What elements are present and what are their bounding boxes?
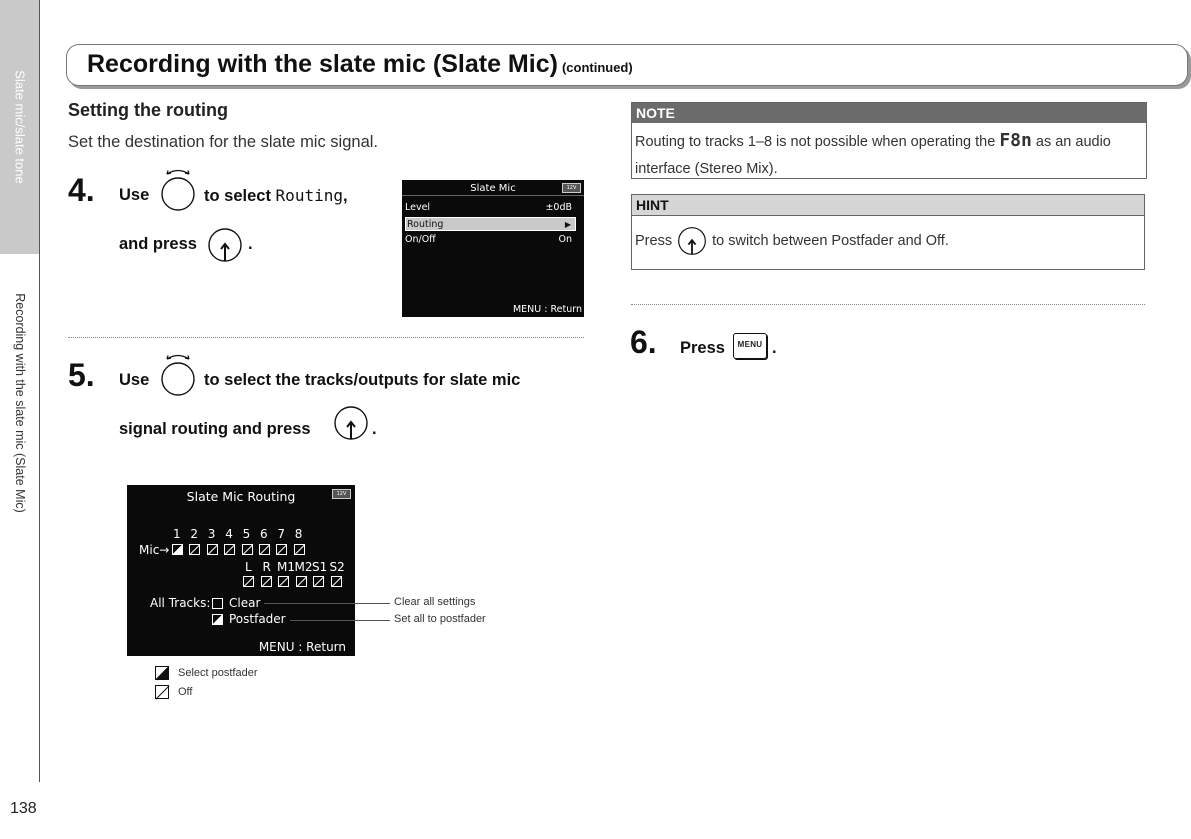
- track-checkbox: [294, 544, 305, 555]
- lcd-footer: MENU : Return: [512, 304, 582, 315]
- step-4-select-text: [204, 186, 348, 206]
- legend-off-label: Off: [178, 686, 193, 698]
- page-title-suffix: (continued): [561, 60, 633, 75]
- title-bar: [66, 44, 1188, 86]
- side-chapter-label: Recording with the slate mic (Slate Mic): [13, 293, 27, 513]
- lcd-title: Slate Mic Routing: [186, 489, 296, 504]
- output-label-s1: S1: [312, 560, 328, 574]
- track-number-7: 7: [277, 527, 286, 541]
- hint-heading: HINT: [632, 195, 1144, 216]
- postfader-label: Postfader: [229, 612, 286, 626]
- menu-key-icon: MENU: [733, 333, 767, 359]
- side-divider: [39, 0, 40, 782]
- track-number-6: 6: [260, 527, 268, 541]
- legend-postfader-icon: [155, 666, 169, 680]
- output-label-l: L: [245, 560, 252, 574]
- step-6-period: .: [772, 339, 777, 357]
- lcd-divider: [402, 195, 584, 196]
- step-5-line-1: to select the tracks/outputs for slate mic: [204, 371, 521, 389]
- output-label-m1: M1: [277, 560, 295, 574]
- section-intro: Set the destination for the slate mic signal.: [68, 133, 379, 151]
- step-5-number: 5.: [68, 357, 95, 393]
- mic-label: Mic→: [139, 543, 170, 557]
- hint-text: [632, 216, 1144, 254]
- note-text-before: Routing to tracks 1–8 is not possible when operating the: [635, 134, 996, 150]
- lcd-row-on-off: [405, 233, 576, 247]
- output-label-s2: S2: [329, 560, 345, 574]
- lcd-screen-slate-mic: [402, 180, 584, 317]
- hint-press: Press: [635, 233, 673, 249]
- legend-postfader-label: Select postfader: [178, 667, 258, 679]
- callout-postfader: Set all to postfader: [394, 613, 486, 625]
- track-checkbox: [207, 544, 218, 555]
- lcd-title: Slate Mic: [470, 183, 516, 194]
- track-checkbox: [224, 544, 235, 555]
- note-box: [631, 102, 1147, 179]
- step-4-period: .: [248, 235, 253, 253]
- model-name: F8n: [999, 130, 1032, 151]
- output-checkbox: [261, 576, 272, 587]
- hint-body: to switch between Postfader and Off.: [712, 233, 949, 249]
- lcd-row-value: ±0dB: [545, 202, 572, 213]
- step-5-use: Use: [119, 371, 150, 389]
- legend-off-icon: [155, 685, 169, 699]
- step-5-line-2: signal routing and press: [119, 420, 311, 438]
- step-divider: [68, 337, 584, 338]
- track-checkbox: [189, 544, 200, 555]
- step-4-number: 4.: [68, 172, 95, 208]
- track-checkbox: [259, 544, 270, 555]
- step-4-select-label: to select: [204, 187, 271, 205]
- step-6-press: Press: [680, 339, 725, 357]
- lcd-footer: MENU : Return: [258, 640, 346, 654]
- page-number: 138: [10, 800, 37, 817]
- side-tab-label: Slate mic/slate tone: [12, 70, 28, 184]
- output-label-m2: M2: [294, 560, 313, 574]
- track-checkbox: [276, 544, 287, 555]
- track-number-8: 8: [294, 527, 303, 541]
- dial-press-icon: [333, 405, 369, 441]
- dial-press-icon: [676, 225, 708, 257]
- clear-label: Clear: [229, 596, 261, 610]
- lcd-screen-slate-mic-routing: [127, 485, 355, 656]
- track-number-1: 1: [173, 527, 181, 541]
- output-checkbox: [278, 576, 289, 587]
- step-5-period: .: [372, 420, 377, 438]
- output-label-r: R: [262, 560, 271, 574]
- lcd-row-label: On/Off: [405, 234, 436, 245]
- track-number-2: 2: [190, 527, 199, 541]
- callout-clear: Clear all settings: [394, 596, 476, 608]
- lcd-row-label: Level: [405, 202, 431, 213]
- lcd-row-value: ▶: [564, 220, 571, 229]
- hint-box: [631, 194, 1145, 270]
- note-text-after: as an audio interface (Stereo Mix).: [635, 134, 1111, 177]
- track-number-4: 4: [225, 527, 233, 541]
- page-title: [87, 50, 633, 79]
- section-heading: Setting the routing: [68, 100, 228, 120]
- track-checkbox: [242, 544, 253, 555]
- page-title-main: Recording with the slate mic (Slate Mic): [87, 50, 558, 78]
- callout-line-clear: [264, 603, 390, 604]
- lcd-row-value: On: [558, 234, 572, 245]
- dial-icon: [159, 353, 197, 397]
- step-4-press-text: and press: [119, 235, 197, 253]
- all-tracks-label: All Tracks:: [150, 596, 211, 610]
- clear-checkbox: [212, 598, 223, 609]
- battery-icon: 12V: [562, 183, 581, 193]
- step-6-number: 6.: [630, 324, 657, 360]
- dial-press-icon: [207, 227, 243, 263]
- battery-icon: 12V: [332, 489, 351, 499]
- callout-line-postfader: [290, 620, 390, 621]
- output-checkbox: [313, 576, 324, 587]
- routing-menu-item: Routing: [275, 186, 343, 205]
- track-checkbox: [172, 544, 183, 555]
- output-checkbox: [243, 576, 254, 587]
- lcd-row-level: [405, 201, 576, 215]
- step-4-use: Use: [119, 186, 150, 204]
- lcd-row-routing: [405, 217, 576, 231]
- step-4-comma: ,: [342, 187, 348, 205]
- lcd-row-label: Routing: [407, 219, 444, 230]
- note-text: [632, 123, 1146, 187]
- postfader-checkbox: [212, 614, 223, 625]
- track-number-3: 3: [207, 527, 216, 541]
- dial-icon: [159, 168, 197, 212]
- track-number-5: 5: [242, 527, 251, 541]
- step-divider: [631, 304, 1145, 305]
- output-checkbox: [296, 576, 307, 587]
- output-checkbox: [331, 576, 342, 587]
- note-heading: NOTE: [632, 103, 1146, 123]
